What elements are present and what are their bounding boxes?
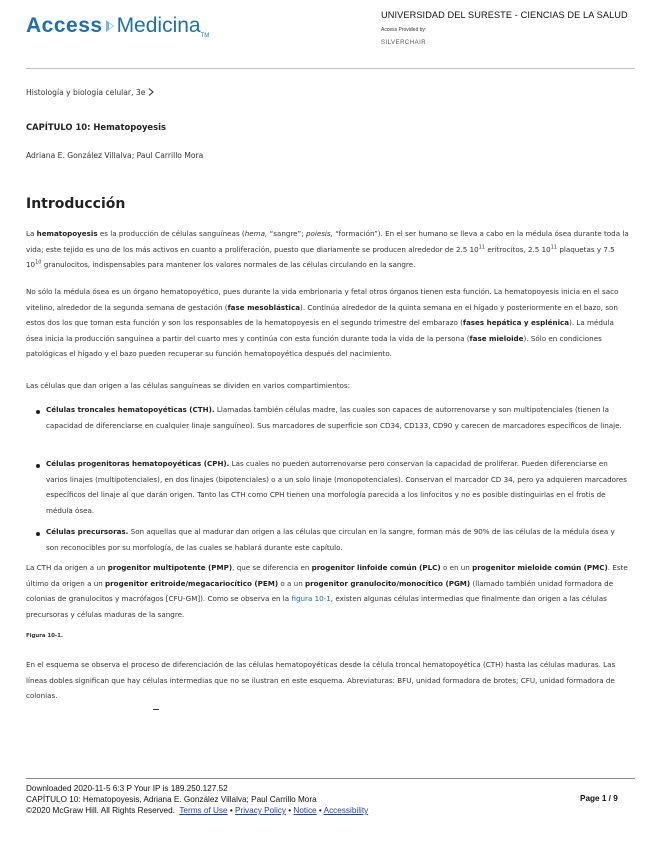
superscript: 10 [35,259,42,266]
footer-legal [26,806,368,815]
page-number: Page 1 / 9 [580,794,618,803]
notice-link[interactable]: Notice [293,806,317,815]
list-item-cph [46,456,628,518]
term-pgm: progenitor granulocito/monocítico (PGM) [305,578,471,588]
logo-bold-text: Access [26,14,103,37]
header-divider [26,68,635,69]
logo-tm: TM [200,33,210,40]
text-span: , existen algunas células intermedias que finalmente dan origen a las células precursoras y células maduras de la sangre. [26,594,607,619]
breadcrumb[interactable] [26,88,154,97]
paragraph-phases [26,284,631,362]
term-pem: progenitor eritroide/megacariocítico (PEM) [105,578,279,588]
term-pmp: progenitor multipotente (PMP) [107,563,233,572]
term-hematopoyesis: hematopoyesis [36,229,98,238]
list-item-text: Llamadas también células madre, las cuales son capaces de autorrenovarse y son multipotenciales (tienen la capacidad de diferenciarse en cualquier linaje sanguíneo). Sus marcadores de superficie son CD34, CD133, CD90 y carecen de marcadores específicos de linaje. [46,405,622,430]
footer-citation: CAPÍTULO 10: Hematopoyesis, Adriana E. González Villalva; Paul Carrillo Mora [26,795,317,804]
footer-divider [26,778,635,779]
list-item-term: Células progenitoras hematopoyéticas (CPH). [46,459,230,468]
list-item-precursoras [46,524,628,555]
provided-by-label: Access Provided by: [381,27,427,33]
bullet-dot [36,532,40,536]
list-item-term: Células troncales hematopoyéticas (CTH). [46,405,215,414]
terms-of-use-link[interactable]: Terms of Use [179,806,228,815]
text-span: La [26,229,37,238]
accessibility-link[interactable]: Accessibility [323,806,369,815]
bullet-dot [36,410,40,414]
text-span: eritrocitos, 2.5 10 [485,244,551,254]
term-fase-mieloide: fase mieloide [469,333,524,343]
figure-label: Figura 10-1. [26,633,63,639]
paragraph-compartments: Las células que dan origen a las células sanguíneas se dividen en varios compartimientos: [26,381,351,390]
text-span: ). Continúa alrededor de la quinta semana en el hígado y posteriormente en el bazo, son estos dos los que toman esta función y son los responsables de la hematopoyesis en el segundo trimestre del embarazo ( [26,302,618,328]
section-heading: Introducción [26,196,126,212]
authors: Adriana E. González Villalva; Paul Carrillo Mora [26,151,204,160]
term-fase-mesoblastica: fase mesoblástica [227,302,301,312]
copyright-text: ©2020 McGraw Hill. All Rights Reserved. [26,806,175,815]
privacy-policy-link[interactable]: Privacy Policy [235,806,286,815]
figure-description: En el esquema se observa el proceso de diferenciación de las células hematopoyéticas desde la célula troncal hematopoyética (CTH) hasta las células maduras. Las líneas dobles significan que hay células intermedias que no se ilustran en este esquema. Abreviaturas: BFU, unidad formadora de brotes; CFU, unidad formadora de colonias. [26,660,616,701]
footer-downloaded: Downloaded 2020-11-5 6:3 P Your IP is 189.250.127.52 [26,784,228,793]
logo-light-text: Medicina [116,14,201,37]
text-span: “formación”). En el ser humano se lleva a cabo en la médula ósea durante toda la vida; este tejido es uno de los más activos en cuanto a proliferación, puesto que diariamente se producen alrededor de 2.5 10 [26,229,629,254]
list-item-text: Son aquellas que al madurar dan origen a las células que circulan en la sangre, forman más de 90% de las células de la médula ósea y son reconocibles por su morfología, de las cuales se hablará durante este capítulo. [46,527,615,552]
text-span: o en un [440,563,473,572]
text-span: ). Sólo en condiciones patológicas el hígado y el bazo pueden recuperar su función hematopoyética después del nacimiento. [26,333,602,359]
list-item-text: Las cuales no pueden autorrenovarse pero conservan la capacidad de proliferar. Pueden diferenciarse en varios linajes (multipotenciales), en dos linajes (bipotenciales) o a un solo linaje (monopotenciales). Conservan el marcador CD 34, pero ya adquieren marcadores específicos del linaje al que darán origen. Tanto las CTH como CPH tienen una morfología parecida a los linfocitos y no es posible distinguirlas en el frotis de médula ósea. [46,459,627,515]
text-span: No sólo la médula ósea es un órgano hematopoyético, pues durante la vida embrionaria y fetal otros órganos tienen esta función. La hematopoyesis inicia en el saco vitelino, alrededor de la segunda semana de gestación ( [26,287,619,312]
text-span: , que se diferencia en [232,563,312,572]
paragraph-progenitors [26,560,631,622]
text-span: La CTH da origen a un [26,563,108,572]
text-italic: poiesis, [305,229,333,238]
text-span: “sangre”; [267,229,306,238]
chevron-right-icon [148,88,154,96]
text-span: ). La médula ósea inicia la producción sanguínea a partir del cuarto mes y continúa con esta función durante toda la vida de la persona ( [26,318,614,343]
superscript: 11 [550,244,558,251]
provider-logo: SILVERCHAIR [381,40,427,46]
chapter-title: CAPÍTULO 10: Hematopoyesis [26,122,166,132]
text-span: o a un [278,578,306,588]
figure-placeholder-mark [153,709,159,710]
figure-10-1-link[interactable]: figura 10-1 [291,594,331,604]
superscript: 11 [478,244,486,251]
text-span: plaquetas y 7.5 10 [26,244,615,270]
separator: • [318,806,322,815]
text-span: . Este último da origen a un [26,563,628,588]
separator: • [288,806,292,815]
paragraph-intro [26,226,631,273]
list-item-term: Células precursoras. [46,527,129,536]
access-medicina-logo[interactable] [26,14,209,39]
breadcrumb-book-link[interactable]: Histología y biología celular, 3e [26,88,146,97]
term-plc: progenitor linfoide común (PLC) [311,563,441,572]
term-pmc: progenitor mieloide común (PMC) [472,563,608,572]
text-span: (llamado también unidad formadora de colonias de granulocitos y macrófagos [CFU-GM]). Como se observa en la [26,578,614,604]
text-span: granulocitos, indispensables para mantener los valores normales de las células circulando en la sangre. [41,260,416,270]
logo-arrow-icon [104,19,116,33]
text-span: es la producción de células sanguíneas ( [97,229,245,238]
list-item-cth [46,402,628,433]
bullet-dot [36,464,40,468]
separator: • [229,806,233,815]
text-italic: hema, [244,229,268,238]
term-fases-hepatica-esplenica: fases hepática y esplénica [462,318,570,328]
institution-name: UNIVERSIDAD DEL SURESTE - CIENCIAS DE LA SALUD [381,10,628,20]
